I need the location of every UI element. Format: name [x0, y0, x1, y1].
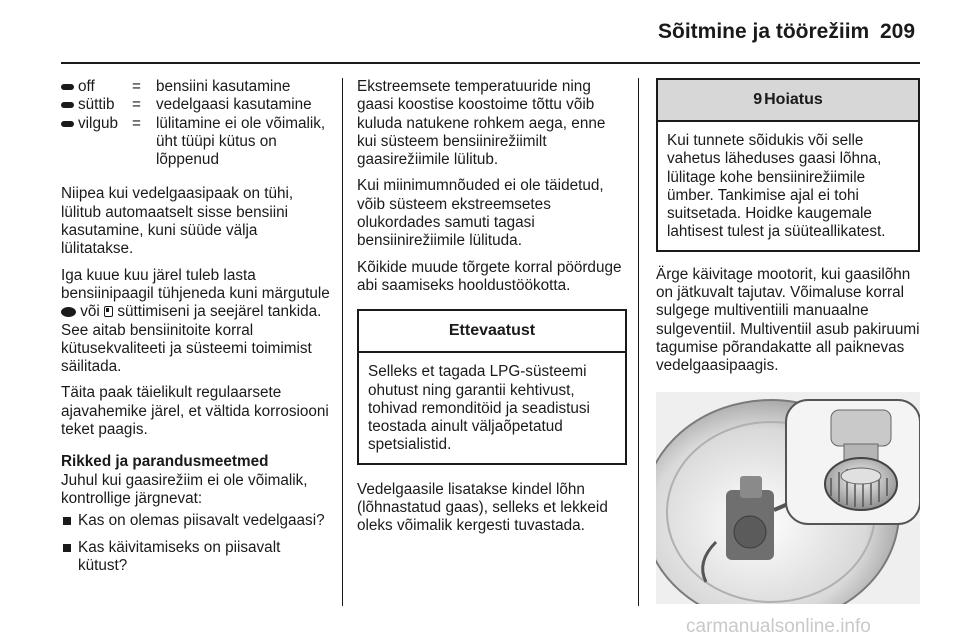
section-heading: Rikked ja parandusmeetmed: [61, 453, 269, 471]
paragraph-workshop: Kõikide muude tõrgete korral pöörduge abi saamiseks hooldustöökotta.: [357, 258, 622, 294]
caution-body: Selleks et tagada LPG-süsteemi ohutust ning garantii kehtivust, tohivad remonditöid ja seadistusi teostada ainult väljaõpetatud spetsialistid.: [368, 363, 590, 454]
definition-text: bensiini kasutamine: [156, 78, 291, 95]
column-divider-2: [638, 78, 639, 606]
watermark: carmanualsonline.info: [686, 616, 871, 637]
section-intro: Juhul kui gaasirežiim ei ole võimalik, kontrollige järgnevat:: [61, 471, 308, 507]
paragraph-text: Iga kuue kuu järel tuleb lasta bensiinipaagil tühjeneda kuni märgutule: [61, 266, 330, 302]
definition-term: vilgub: [78, 114, 118, 132]
definition-equals: =: [132, 96, 141, 114]
list-item: Kas käivitamiseks on piisavalt kütust?: [61, 539, 333, 576]
definition-row: [61, 96, 333, 114]
paragraph-min-requirements: Kui miinimumnõuded ei ole täidetud, võib süsteem ekstreemsetes olukordades samuti tagasi bensiinirežiimile lülituda.: [357, 177, 604, 250]
column-middle: [357, 78, 627, 544]
column-left: [61, 78, 333, 583]
warning-title: Hoiatus: [764, 90, 823, 108]
definition-equals: =: [132, 114, 141, 132]
header-divider: [61, 62, 920, 64]
status-definition-list: [61, 78, 333, 169]
paragraph-auto-switch: Niipea kui vedelgaasipaak on tühi, lülitub automaatselt sisse bensiini kasutamine, kuni süüde välja lülitatakse.: [61, 185, 294, 258]
multivalve-illustration: [656, 392, 920, 604]
indicator-bar-icon: [61, 121, 74, 127]
indicator-dot-icon: [61, 307, 76, 317]
paragraph-extreme-temps: Ekstreemsete temperatuuride ning gaasi koostise koostoime tõttu võib kuluda natukene rohkem aega, enne kui süsteem bensiinirežiimilt gaasirežiimile lülitub.: [357, 78, 606, 169]
multivalve-drawing: [656, 392, 920, 604]
definition-row: [61, 78, 333, 96]
indicator-bar-icon: [61, 84, 74, 90]
paragraph-multivalve: Ärge käivitage mootorit, kui gaasilõhn on jätkuvalt tajutav. Võimaluse korral sulgege multiventiili manuaalne sulgeventiil. Multiventiil asub pakiruumi tagumise põrandakatte all paiknevas vedelgaasipaagis.: [656, 265, 920, 375]
indicator-bar-icon: [61, 102, 74, 108]
definition-row: [61, 115, 333, 170]
warning-box: [656, 78, 920, 252]
caution-title: Ettevaatust: [359, 311, 625, 353]
fuel-pump-icon: [104, 306, 113, 317]
warning-body: Kui tunnete sõidukis või selle vahetus läheduses gaasi lõhna, lülitage kohe bensiinirežiimile ümber. Tankimise ajal ei tohi suitsetada. Hoidke kaugemale lahtisest tulest ja süüteallikatest.: [667, 132, 886, 241]
definition-text: lülitamine ei ole võimalik, üht tüüpi kütus on lõppenud: [156, 114, 326, 169]
warning-icon: 9: [753, 90, 763, 108]
page-title: Sõitmine ja töörežiim: [658, 20, 870, 43]
definition-term: off: [78, 78, 95, 95]
checklist: [61, 512, 333, 575]
caution-box: [357, 309, 627, 464]
paragraph-text: või: [80, 303, 100, 321]
page-number: 209: [880, 20, 916, 43]
definition-term: süttib: [78, 96, 115, 114]
paragraph-fill-tank: Täita paak täielikult regulaarsete ajavahemike järel, et vältida korrosiooni teket paagis.: [61, 384, 329, 439]
paragraph-text: süttimiseni ja seejärel tankida. See aitab bensiinitoite korral kütusekvaliteeti ja süsteemi toimimist säilitada.: [61, 303, 322, 376]
definition-equals: =: [132, 78, 141, 95]
column-divider-1: [342, 78, 343, 606]
paragraph-six-months: [61, 267, 333, 377]
list-item: Kas on olemas piisavalt vedelgaasi?: [61, 512, 333, 530]
warning-header: [658, 80, 918, 122]
column-right: [656, 78, 920, 604]
paragraph-gas-odor: Vedelgaasile lisatakse kindel lõhn (lõhnastatud gaas), selleks et lekkeid oleks võimalik kergesti tuvastada.: [357, 480, 608, 535]
definition-text: vedelgaasi kasutamine: [156, 96, 312, 114]
